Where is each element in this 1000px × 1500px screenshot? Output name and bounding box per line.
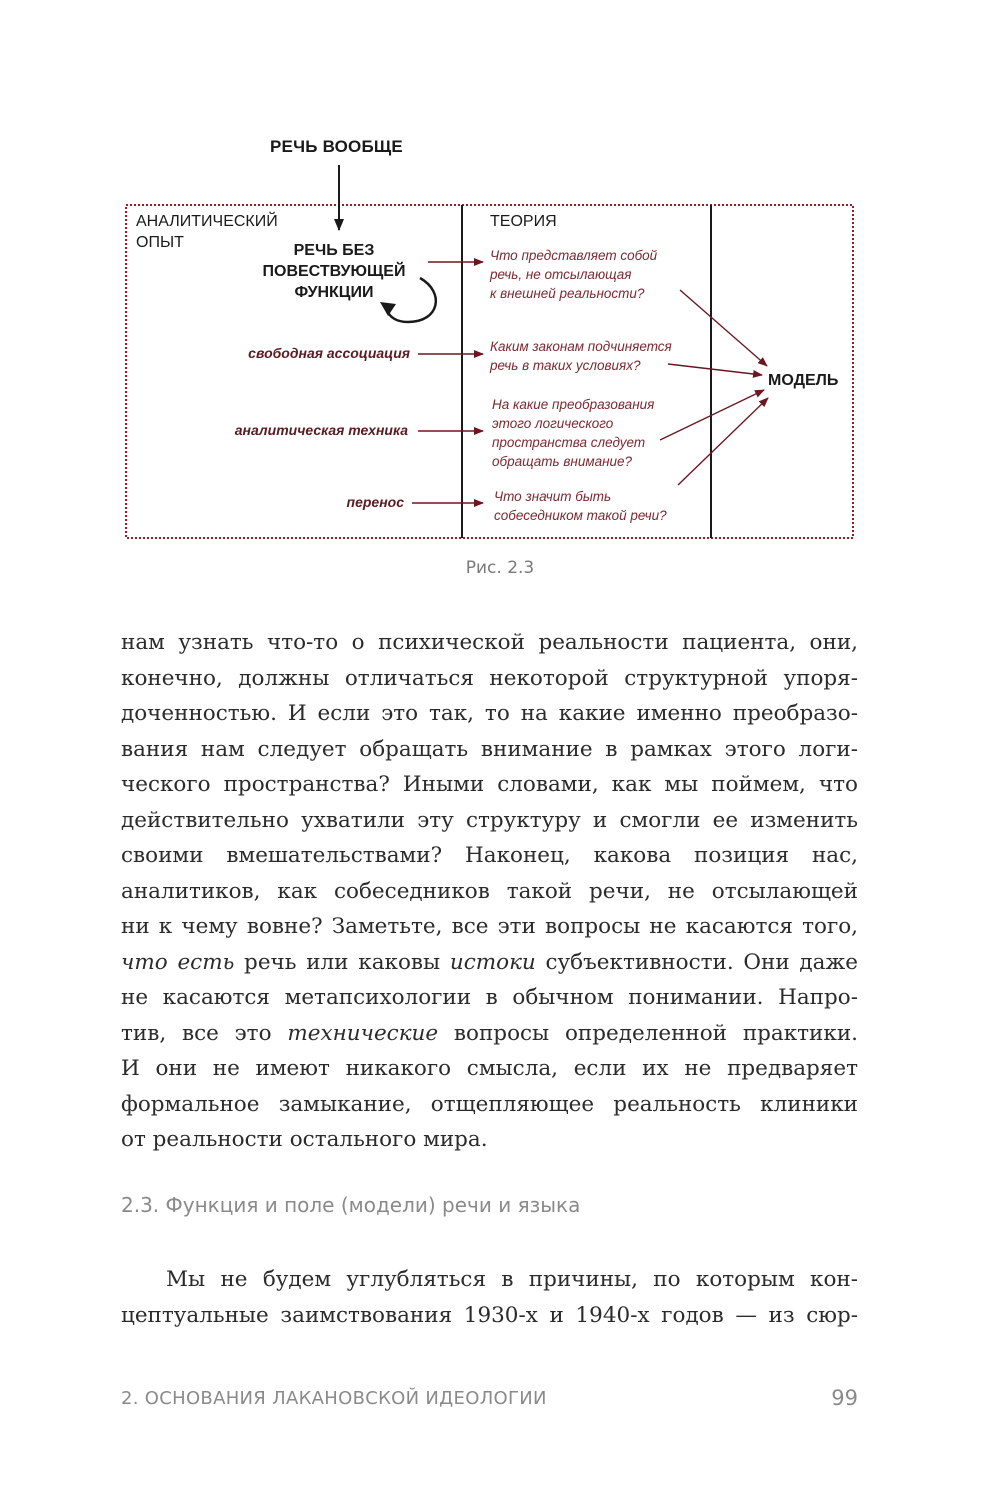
emphasis-technical: технические <box>287 1020 439 1046</box>
question-4 <box>494 487 667 525</box>
question-3-line4: обращать внимание? <box>492 454 633 469</box>
text-line: аналитиков, как собеседников такой речи, не отсылающей <box>121 878 858 904</box>
left-item-technique: аналитическая техника <box>234 422 408 438</box>
text-line: конечно, должны отличаться некоторой структурной упоря- <box>121 665 858 691</box>
left-item-transfer: перенос <box>346 494 404 510</box>
question-4-line2: собеседником такой речи? <box>494 508 667 523</box>
center-block <box>254 240 414 303</box>
question-1 <box>490 246 657 303</box>
section-heading: 2.3. Функция и поле (модели) речи и языка <box>121 1193 581 1217</box>
text-fragment: тив, все это <box>121 1020 288 1046</box>
question-3-line1: На какие преобразования <box>492 397 655 412</box>
question-2-line1: Каким законам подчиняется <box>490 339 672 354</box>
text-line: ческого пространства? Иными словами, как мы поймем, что <box>121 772 858 797</box>
text-line: нам узнать что-то о психической реальности пациента, они, <box>121 630 858 655</box>
center-line1: РЕЧЬ БЕЗ <box>293 242 375 259</box>
arrow-q1-to-model <box>680 290 767 366</box>
question-1-line3: к внешней реальности? <box>490 286 645 301</box>
question-3 <box>492 395 654 471</box>
paragraph-1 <box>121 625 858 1158</box>
text-line: не касаются метапсихологии в обычном понимании. Напро- <box>121 985 858 1010</box>
arrow-q2-to-model <box>668 364 762 375</box>
region-left-line2: ОПЫТ <box>136 234 184 251</box>
text-line: своими вмешательствами? Наконец, какова позиция нас, <box>121 843 858 868</box>
center-line2: ПОВЕСТВУЮЩЕЙ <box>262 263 406 280</box>
text-fragment: субъективности. Они даже <box>535 949 858 975</box>
question-3-line3: пространства следует <box>492 435 646 450</box>
emphasis-what-is: что есть <box>121 949 235 975</box>
text-line: вания нам следует обращать внимание в рамках этого логи- <box>121 736 858 762</box>
page-number: 99 <box>831 1386 858 1410</box>
text-line-with-emphasis <box>121 945 858 981</box>
text-line-with-emphasis <box>121 1016 858 1052</box>
text-line: ни к чему вовне? Заметьте, все эти вопросы не касаются того, <box>121 914 858 939</box>
paragraph-2 <box>121 1262 858 1333</box>
text-fragment: вопросы определенной практики. <box>438 1020 858 1046</box>
text-fragment: речь или каковы <box>234 949 450 975</box>
top-heading: РЕЧЬ ВООБЩЕ <box>270 137 403 156</box>
center-line3: ФУНКЦИИ <box>294 284 374 301</box>
question-2 <box>490 337 672 375</box>
figure-2-3 <box>0 0 1000 600</box>
question-2-line2: речь в таких условиях? <box>490 358 641 373</box>
text-line: И они не имеют никакого смысла, если их не предваряет <box>121 1056 858 1081</box>
figure-caption: Рис. 2.3 <box>465 558 535 578</box>
question-1-line1: Что представляет собой <box>490 248 658 263</box>
question-1-line2: речь, не отсылающая <box>490 267 632 282</box>
region-left-line1: АНАЛИТИЧЕСКИЙ <box>136 213 278 230</box>
text-line: действительно ухватили эту структуру и смогли ее изменить <box>121 807 858 833</box>
left-item-association: свободная ассоциация <box>248 345 410 361</box>
arrow-q4-to-model <box>678 398 768 485</box>
circular-arrow-head <box>380 302 396 316</box>
text-line: доченностью. И если это так, то на какие именно преобразо- <box>121 701 858 726</box>
emphasis-origins: истоки <box>449 949 536 975</box>
text-line: формальное замыкание, отщепляющее реальность клиники <box>121 1091 858 1117</box>
text-line: цептуальные заимствования 1930-х и 1940-х годов — из сюр- <box>121 1302 858 1328</box>
question-4-line1: Что значит быть <box>494 489 612 504</box>
model-label: МОДЕЛЬ <box>768 372 839 389</box>
question-3-line2: этого логического <box>492 416 614 431</box>
running-footer-title: 2. ОСНОВАНИЯ ЛАКАНОВСКОЙ ИДЕОЛОГИИ <box>121 1388 547 1409</box>
text-line: Мы не будем углубляться в причины, по которым кон- <box>166 1267 858 1292</box>
text-line: от реальности остального мира. <box>121 1127 488 1152</box>
region-middle: ТЕОРИЯ <box>490 213 557 230</box>
